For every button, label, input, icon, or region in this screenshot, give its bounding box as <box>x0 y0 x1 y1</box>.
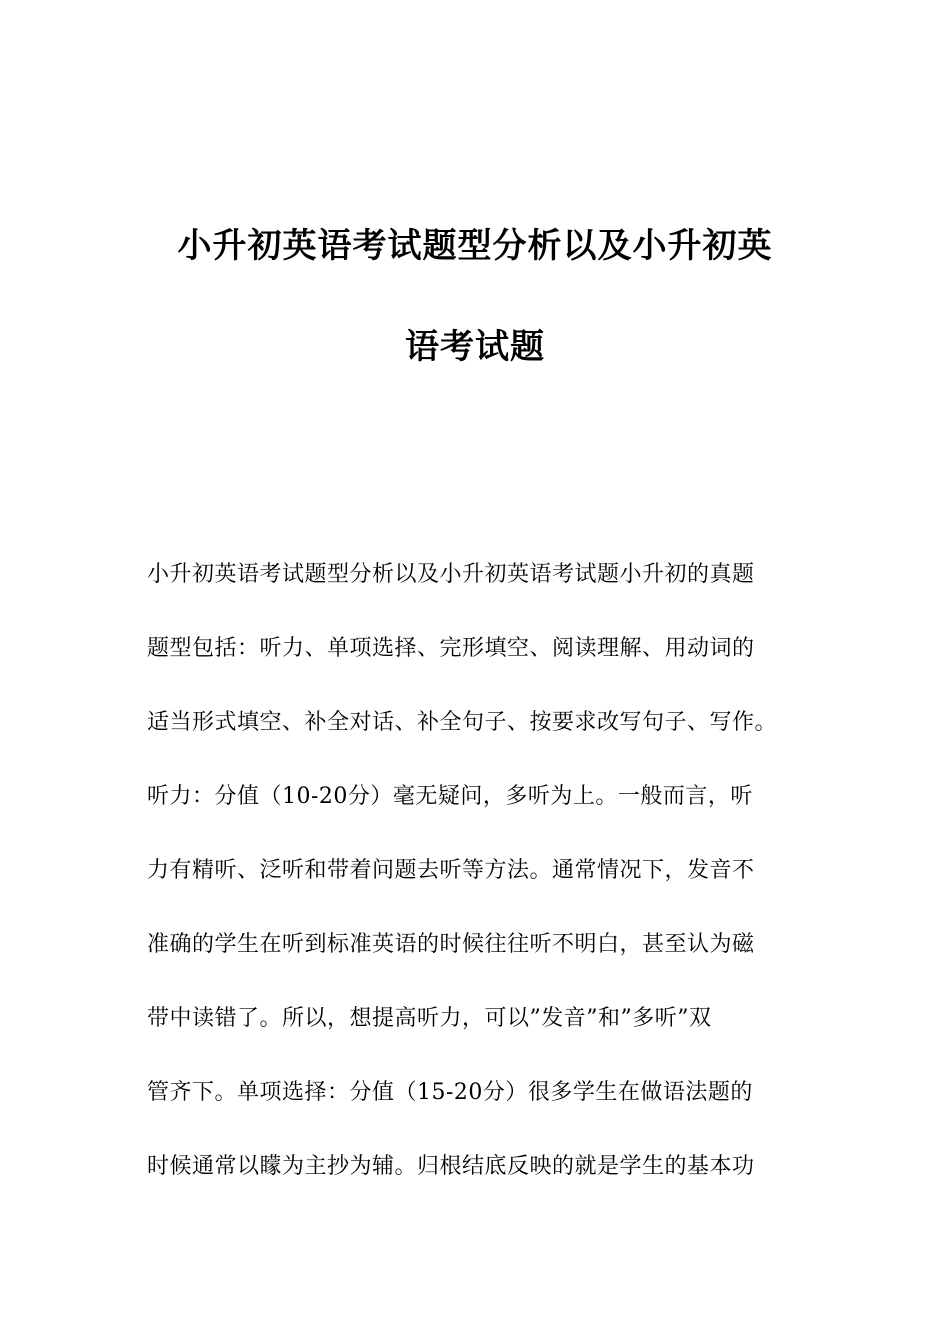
document-body <box>147 560 817 1226</box>
body-line-1: 小升初英语考试题型分析以及小升初英语考试题小升初的真题 <box>147 562 755 587</box>
body-line-9: 时候通常以矇为主抄为辅。归根结底反映的就是学生的基本功 <box>147 1154 755 1179</box>
body-line-5: 力有精听、泛听和带着问题去听等方法。通常情况下，发音不 <box>147 858 755 883</box>
body-line-8: 管齐下。单项选择：分值（15-20分）很多学生在做语法题的 <box>147 1080 753 1105</box>
body-line-6: 准确的学生在听到标准英语的时候往往听不明白，甚至认为磁 <box>147 932 755 957</box>
document-title-line-1: 小升初英语考试题型分析以及小升初英 <box>177 226 773 266</box>
body-line-2: 题型包括：听力、单项选择、完形填空、阅读理解、用动词的 <box>147 636 755 661</box>
body-line-7: 带中读错了。所以，想提高听力，可以”发音”和”多听”双 <box>147 1006 712 1031</box>
body-line-3: 适当形式填空、补全对话、补全句子、按要求改写句子、写作。 <box>147 710 778 735</box>
body-line-4: 听力：分值（10-20分）毫无疑问，多听为上。一般而言，听 <box>147 784 753 809</box>
document-title-line-2: 语考试题 <box>405 327 545 367</box>
